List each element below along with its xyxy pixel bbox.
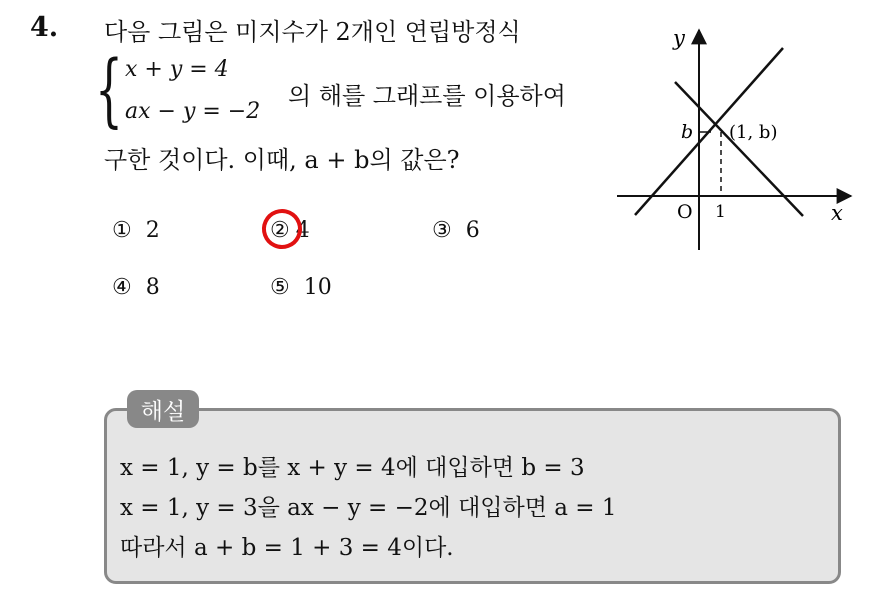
choice-1-mark: ①: [112, 218, 132, 243]
y-axis-label: y: [673, 26, 685, 50]
choice-4[interactable]: [112, 275, 160, 300]
choice-2-value: 4: [295, 218, 310, 243]
solution-line-3: 따라서 a + b = 1 + 3 = 4이다.: [120, 535, 454, 561]
selected-answer-circle: [256, 203, 307, 254]
x-tick-1: 1: [715, 202, 726, 222]
choice-5[interactable]: [270, 275, 332, 300]
x-axis-label: x: [831, 201, 843, 225]
choice-5-value: 10: [303, 275, 332, 300]
equation-1: x + y = 4: [125, 57, 229, 82]
choice-3[interactable]: [432, 218, 480, 243]
question-number: 4.: [30, 12, 59, 43]
origin-label: O: [677, 201, 693, 223]
choice-5-mark: ⑤: [270, 275, 290, 300]
choice-1-value: 2: [145, 218, 160, 243]
system-brace: {: [95, 43, 123, 136]
solution-line-1: x = 1, y = b를 x + y = 4에 대입하면 b = 3: [120, 455, 585, 481]
choice-2-mark: ②: [270, 218, 290, 243]
graph: [605, 20, 860, 260]
question-stem-line2: 의 해를 그래프를 이용하여: [288, 82, 566, 110]
intersection-label: (1, b): [729, 122, 778, 143]
equation-2: ax − y = −2: [125, 99, 261, 124]
choice-1[interactable]: [112, 218, 160, 243]
solution-line-2: x = 1, y = 3을 ax − y = −2에 대입하면 a = 1: [120, 495, 617, 521]
choice-3-mark: ③: [432, 218, 452, 243]
choice-4-mark: ④: [112, 275, 132, 300]
solution-tag: 해설: [127, 390, 199, 428]
y-tick-b: b: [681, 121, 694, 143]
question-stem-line1: 다음 그림은 미지수가 2개인 연립방정식: [104, 18, 521, 46]
choice-4-value: 8: [145, 275, 160, 300]
question-stem-line3: 구한 것이다. 이때, a + b의 값은?: [104, 146, 460, 174]
choice-3-value: 6: [465, 218, 480, 243]
